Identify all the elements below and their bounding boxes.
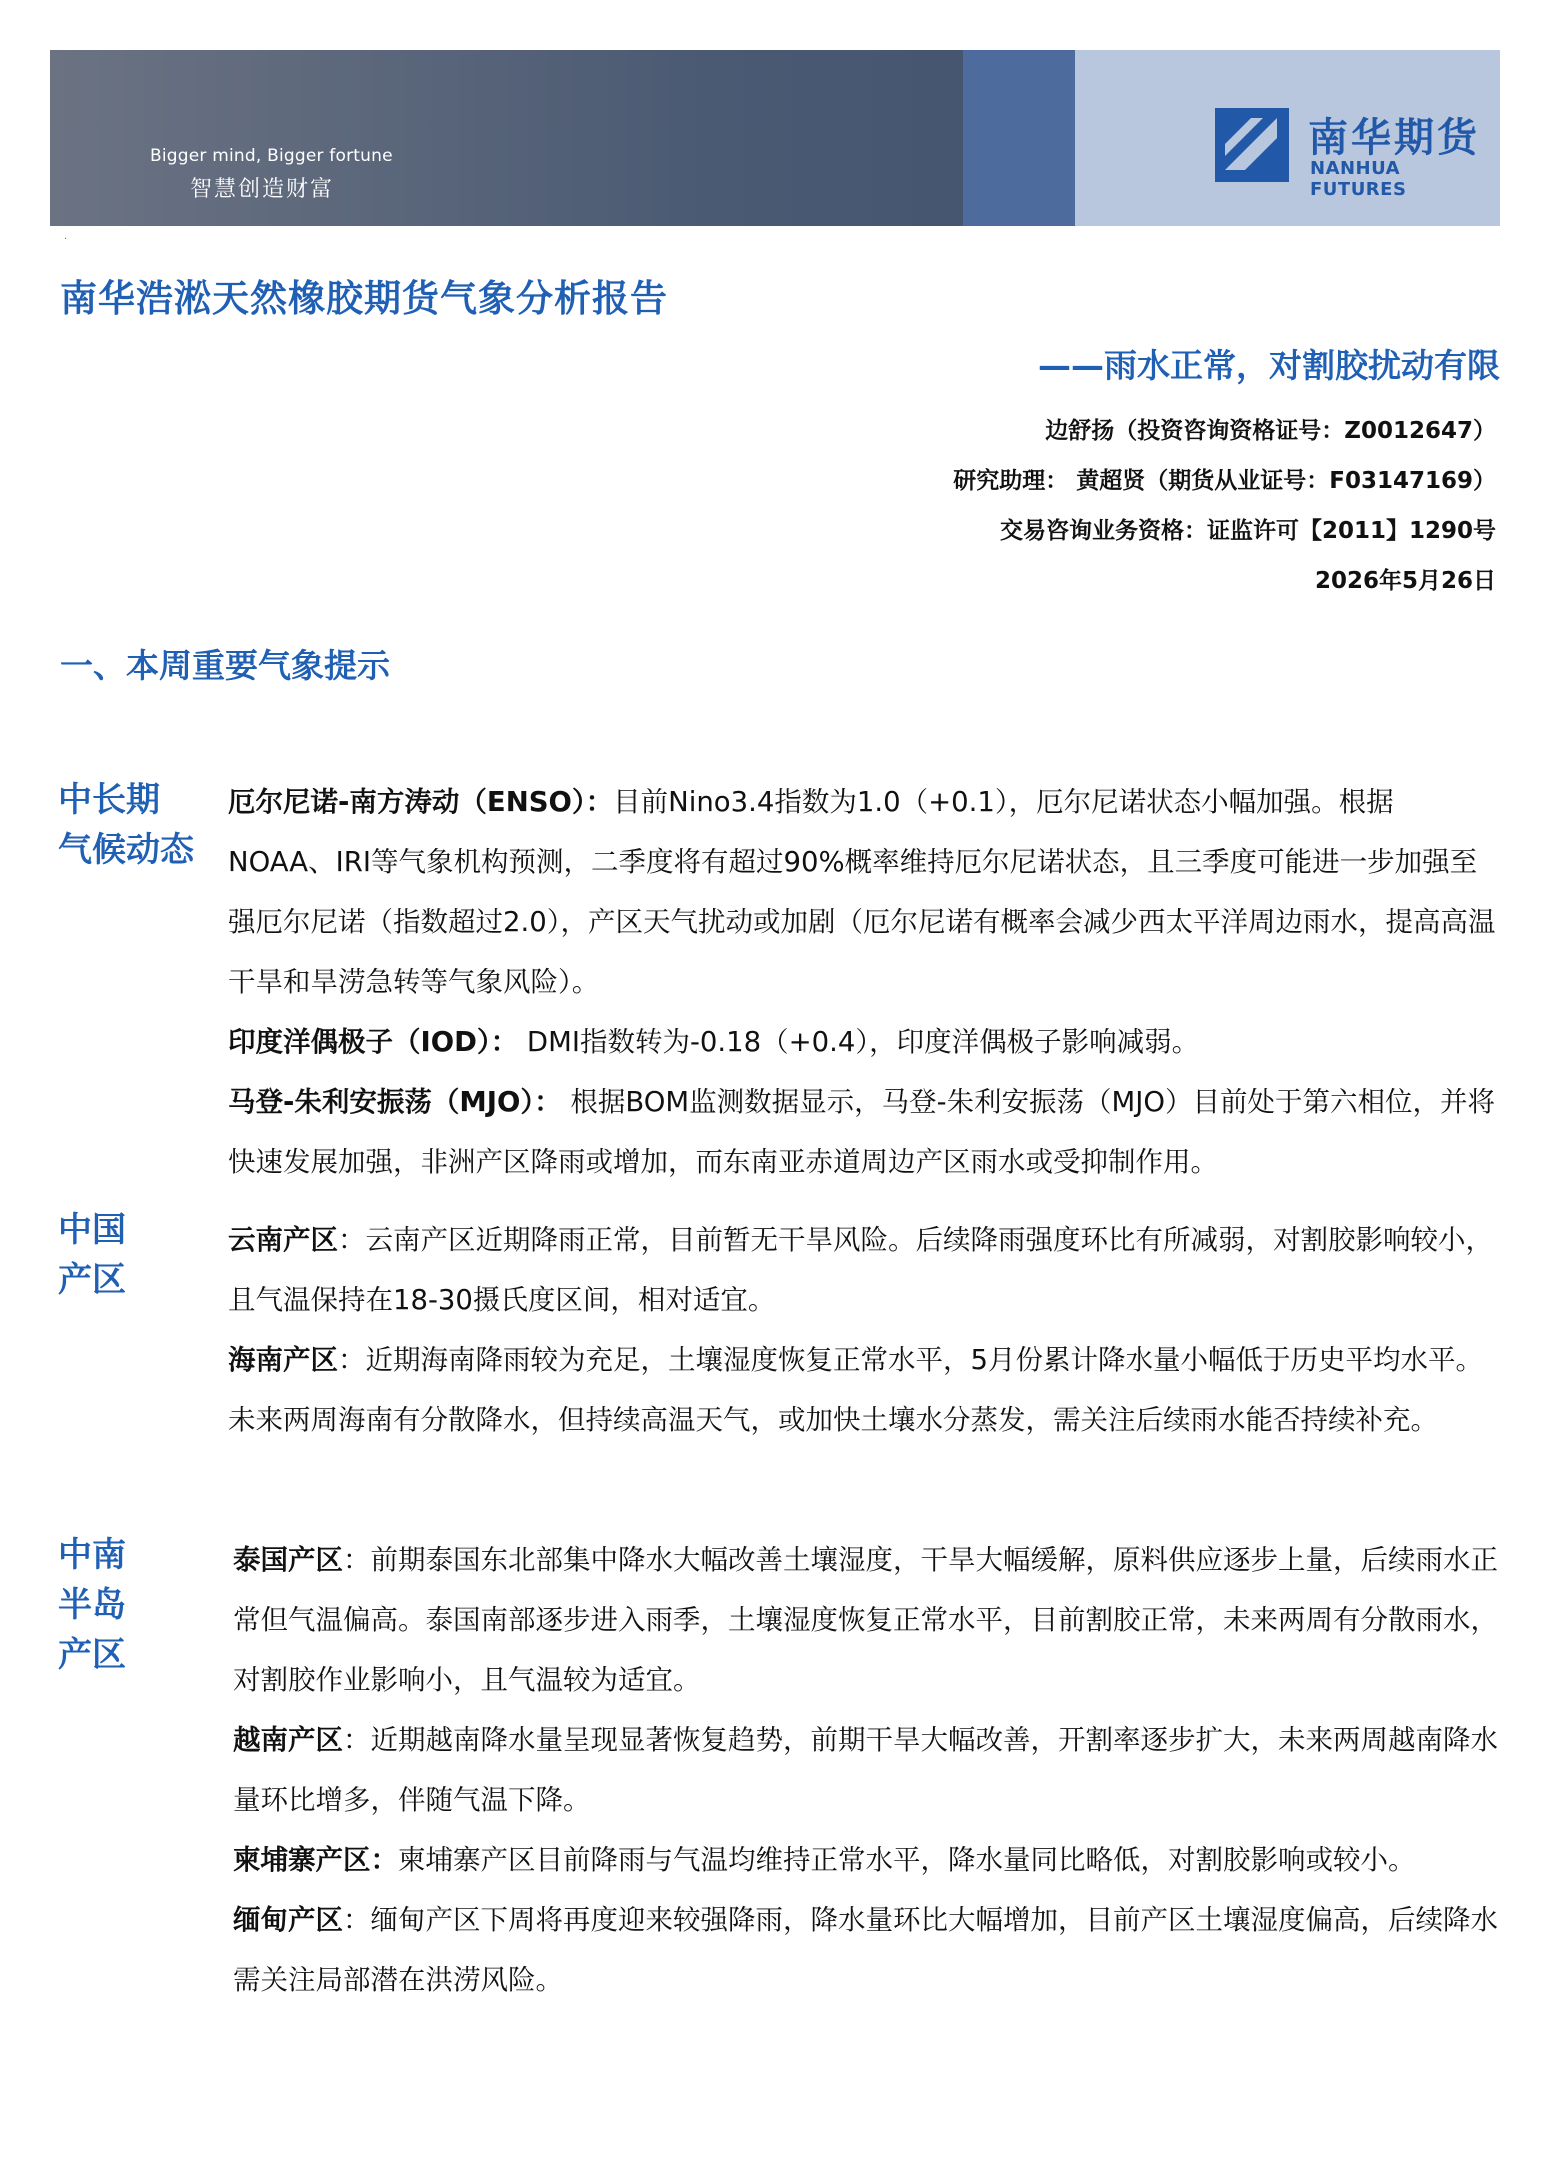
decorative-dot: · — [64, 234, 68, 245]
assistant-line: 研究助理： 黄超贤（期货从业证号：F03147169） — [953, 468, 1496, 494]
paragraph-label: 柬埔寨产区： — [233, 1844, 398, 1876]
paragraph-text: DMI指数转为-0.18（+0.4），印度洋偶极子影响减弱。 — [518, 1026, 1200, 1058]
side-label-line: 气候动态 — [58, 830, 194, 870]
side-label-line: 中国 — [58, 1210, 126, 1250]
license-line: 交易咨询业务资格：证监许可【2011】1290号 — [999, 518, 1496, 544]
author-line: 边舒扬（投资咨询资格证号：Z0012647） — [1045, 418, 1496, 444]
paragraph-enso — [228, 772, 1498, 1012]
side-label-line: 产区 — [58, 1635, 126, 1675]
paragraph-text: 根据BOM监测数据显示，马登-朱利安振荡（MJO）目前处于第六相位，并将快速发展加强，非洲产区降雨或增加，而东南亚赤道周边产区雨水或受抑制作用。 — [228, 1086, 1496, 1178]
slogan-english: Bigger mind, Bigger fortune — [150, 146, 393, 166]
paragraph-label: 马登-朱利安振荡（MJO）： — [228, 1086, 562, 1118]
side-label-line: 半岛 — [58, 1585, 126, 1625]
climate-block — [228, 772, 1498, 1192]
paragraph-label: 厄尔尼诺-南方涛动（ENSO）： — [228, 786, 614, 818]
slogan-chinese: 智慧创造财富 — [190, 177, 335, 202]
section-heading: 一、本周重要气象提示 — [60, 646, 390, 685]
paragraph-myanmar — [233, 1890, 1503, 2010]
paragraph-mjo — [228, 1072, 1498, 1192]
side-label-peninsula — [58, 1530, 126, 1680]
peninsula-block — [233, 1530, 1503, 2010]
paragraph-thailand — [233, 1530, 1503, 1710]
banner-accent-band — [963, 50, 1075, 226]
paragraph-text: ：缅甸产区下周将再度迎来较强降雨，降水量环比大幅增加，目前产区土壤湿度偏高，后续降水需关注局部潜在洪涝风险。 — [233, 1904, 1498, 1996]
paragraph-cambodia — [233, 1830, 1503, 1890]
paragraph-text: ：前期泰国东北部集中降水大幅改善土壤湿度，干旱大幅缓解，原料供应逐步上量，后续雨水正常但气温偏高。泰国南部逐步进入雨季，土壤湿度恢复正常水平，目前割胶正常，未来两周有分散雨水，对割胶作业影响小，且气温较为适宜。 — [233, 1544, 1498, 1696]
header-banner — [50, 50, 1500, 226]
paragraph-text: 柬埔寨产区目前降雨与气温均维持正常水平，降水量同比略低，对割胶影响或较小。 — [398, 1844, 1416, 1876]
report-date: 2026年5月26日 — [1314, 568, 1496, 594]
paragraph-text: ：近期越南降水量呈现显著恢复趋势，前期干旱大幅改善，开割率逐步扩大，未来两周越南降水量环比增多，伴随气温下降。 — [233, 1724, 1498, 1816]
paragraph-text: ：云南产区近期降雨正常，目前暂无干旱风险。后续降雨强度环比有所减弱，对割胶影响较小，且气温保持在18-30摄氏度区间，相对适宜。 — [228, 1224, 1493, 1316]
paragraph-vietnam — [233, 1710, 1503, 1830]
paragraph-label: 缅甸产区 — [233, 1904, 343, 1936]
side-label-line: 中南 — [58, 1535, 126, 1575]
paragraph-yunnan — [228, 1210, 1498, 1330]
paragraph-label: 云南产区 — [228, 1224, 338, 1256]
side-label-line: 中长期 — [58, 780, 160, 820]
paragraph-label: 越南产区 — [233, 1724, 343, 1756]
report-title: 南华浩淞天然橡胶期货气象分析报告 — [60, 277, 668, 320]
paragraph-label: 海南产区 — [228, 1344, 338, 1376]
side-label-line: 产区 — [58, 1260, 126, 1300]
paragraph-text: 目前Nino3.4指数为1.0（+0.1），厄尔尼诺状态小幅加强。根据NOAA、IRI等气象机构预测，二季度将有超过90%概率维持厄尔尼诺状态，且三季度可能进一步加强至强厄尔尼诺（指数超过2.0），产区天气扰动或加剧（厄尔尼诺有概率会减少西太平洋周边雨水，提高高温干旱和旱涝急转等气象风险）。 — [228, 786, 1496, 998]
logo-chinese-text: 南华期货 — [1308, 115, 1480, 161]
paragraph-text: ：近期海南降雨较为充足，土壤湿度恢复正常水平，5月份累计降水量小幅低于历史平均水平。未来两周海南有分散降水，但持续高温天气，或加快土壤水分蒸发，需关注后续雨水能否持续补充。 — [228, 1344, 1483, 1436]
logo-english-text: NANHUA FUTURES — [1310, 158, 1407, 200]
paragraph-label: 印度洋偶极子（IOD）： — [228, 1026, 519, 1058]
paragraph-iod — [228, 1012, 1498, 1072]
china-block — [228, 1210, 1498, 1450]
nanhua-logo-icon — [1215, 108, 1289, 182]
paragraph-hainan — [228, 1330, 1498, 1450]
side-label-china — [58, 1205, 126, 1305]
paragraph-label: 泰国产区 — [233, 1544, 343, 1576]
side-label-climate — [58, 775, 194, 875]
report-subtitle: ——雨水正常，对割胶扰动有限 — [1038, 346, 1500, 385]
